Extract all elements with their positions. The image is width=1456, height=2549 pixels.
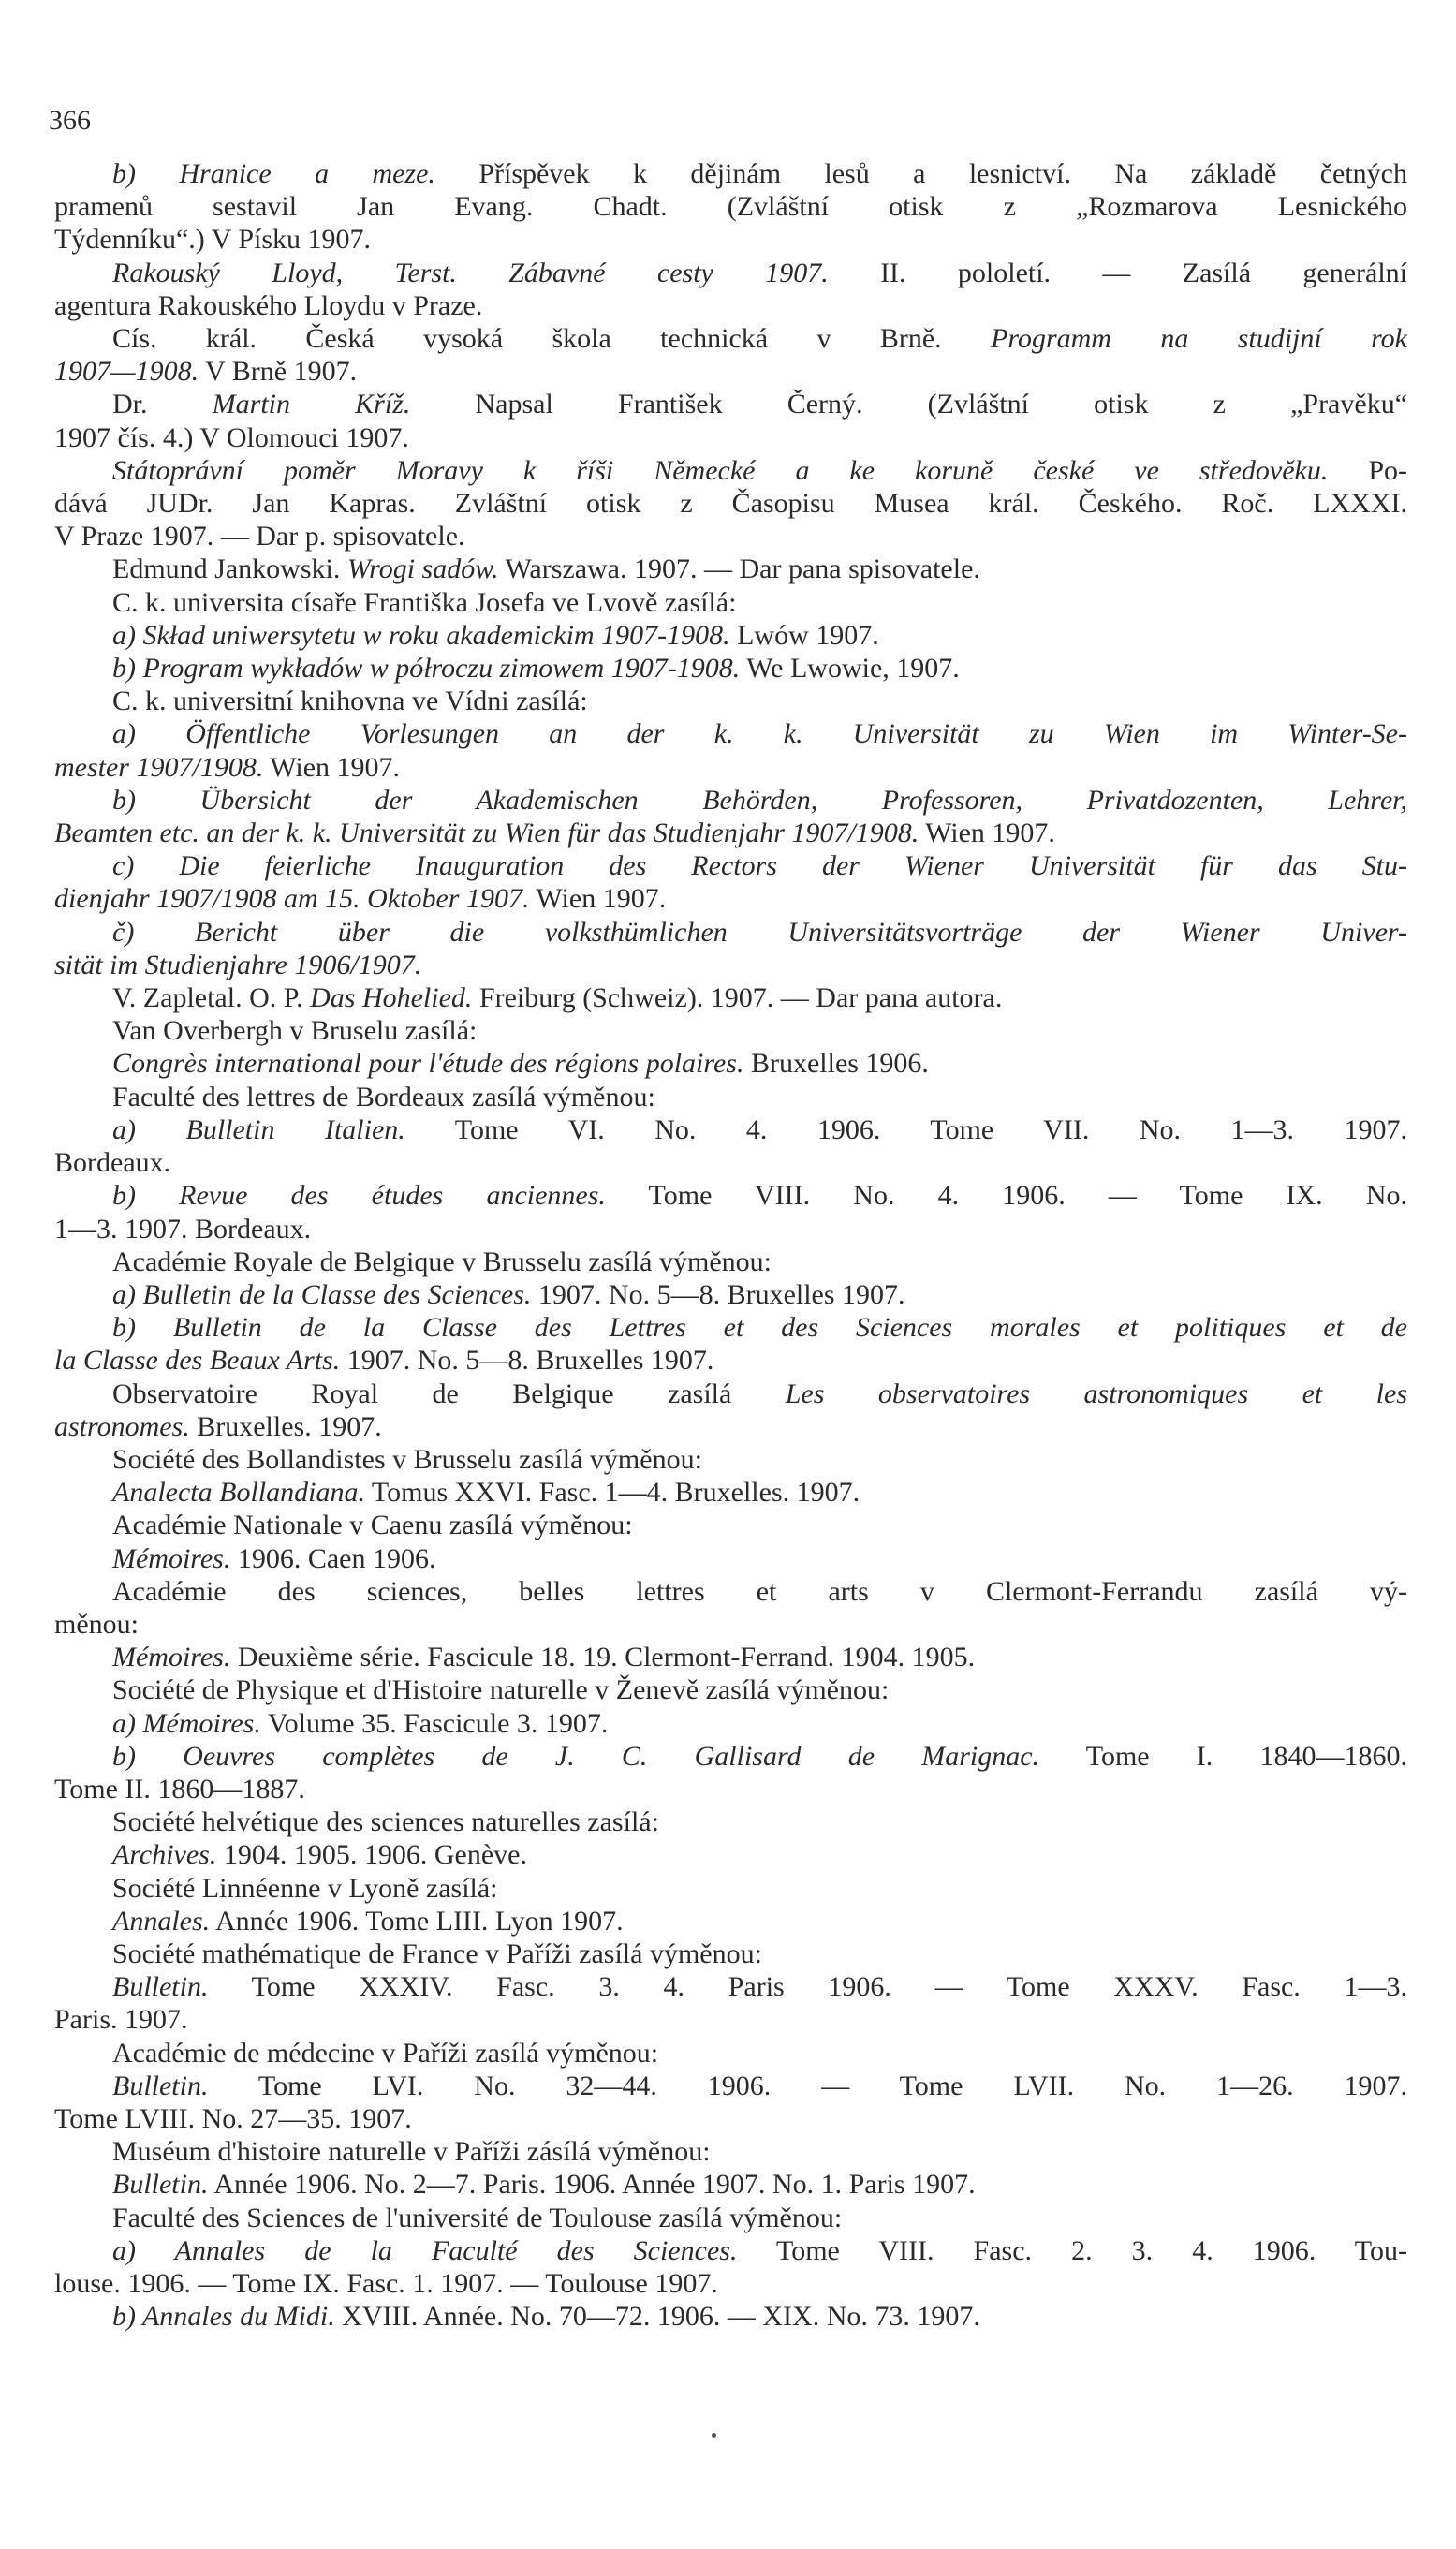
text-line [54,2003,1407,2036]
text-line [54,1641,1407,1673]
text-segment: 1904. 1905. 1906. Genève. [216,1839,527,1871]
bibliography-entry [54,1641,1407,1673]
italic-title-text: Congrès international pour l'étude des régions polaires. [112,1048,744,1080]
text-segment: Tome II. 1860—1887. [54,1773,305,1805]
italic-title-text: Státoprávní poměr Moravy k říši Německé a ke koruně české ve středověku. [112,454,1329,486]
text-segment: Příspěvek k dějinám lesů a lesnictví. Na základě četných [434,158,1407,189]
text-segment: Týdenníku“.) V Písku 1907. [54,224,372,256]
text-segment: Tome VIII. No. 4. 1906. — Tome IX. No. [605,1180,1407,1212]
text-segment: Wien 1907. [263,751,401,783]
text-line [54,1773,1407,1805]
text-line [54,1673,1407,1706]
bibliography-entry [54,2070,1407,2135]
text-line [54,1014,1407,1047]
text-segment: Dr. [112,389,213,420]
italic-title-text: mester 1907/1908. [54,751,264,783]
bibliography-entry [54,322,1407,388]
italic-title-text: 1907—1908. [54,356,199,388]
text-segment: Académie Royale de Belgique v Brusselu zasílá výměnou: [112,1245,772,1277]
italic-title-text: Martin Kříž. [212,389,411,420]
text-line [54,1542,1407,1575]
italic-title-text: b) Revue des études anciennes. [112,1180,606,1212]
text-line [54,1113,1407,1146]
text-segment: Tome VI. No. 4. 1906. Tome VII. No. 1—3. 1907. [404,1113,1407,1145]
bibliography-entry [54,1378,1407,1443]
text-line [54,1905,1407,1938]
text-segment: Volume 35. Fascicule 3. 1907. [260,1707,609,1739]
text-segment: Napsal František Černý. (Zvláštní otisk z „Pravěku“ [410,389,1408,420]
text-line [54,2300,1407,2333]
bibliography-entry [54,1542,1407,1575]
text-segment: Tome I. 1840—1860. [1039,1740,1407,1772]
bibliography-entry [54,2234,1407,2300]
text-segment: agentura Rakouského Lloydu v Praze. [54,289,483,321]
text-segment: Académie Nationale v Caenu zasílá výměnou: [112,1510,633,1541]
text-segment: Muséum d'histoire naturelle v Paříži zásílá výměnou: [112,2136,711,2168]
text-line [54,421,1407,454]
text-segment: Année 1906. Tome LIII. Lyon 1907. [210,1905,624,1937]
text-line [54,1410,1407,1443]
bibliography-entry [54,2037,1407,2070]
italic-title-text: Archives. [112,1839,217,1871]
bibliography-entry [54,2168,1407,2201]
text-segment: Bordeaux. [54,1147,171,1179]
text-line [54,1509,1407,1541]
text-line [54,190,1407,223]
text-line [54,1311,1407,1344]
text-segment: Paris. 1907. [54,2004,188,2036]
text-line [54,784,1407,817]
text-segment: Année 1906. No. 2—7. Paris. 1906. Année 1907. No. 1. Paris 1907. [208,2169,976,2201]
text-segment: V. Zapletal. O. P. [112,982,311,1014]
italic-title-text: Rakouský Lloyd, Terst. Zábavné cesty 1907. [112,257,829,288]
italic-title-text: b) Annales du Midi. [112,2301,335,2333]
bibliography-entry [54,2135,1407,2168]
italic-title-text: Mémoires. [112,1542,231,1574]
text-line [54,717,1407,750]
italic-title-text: dienjahr 1907/1908 am 15. Oktober 1907. [54,883,530,915]
bibliography-entry [54,1740,1407,1805]
text-line [54,1047,1407,1080]
italic-title-text: sität im Studienjahre 1906/1907. [54,949,422,980]
italic-title-text: Mémoires. [112,1642,231,1673]
text-line [54,1740,1407,1773]
bibliography-entry [54,1938,1407,1970]
text-segment: Société de Physique et d'Histoire naturelle v Ženevě zasílá výměnou: [112,1674,890,1706]
text-line [54,1378,1407,1410]
text-line [54,1081,1407,1113]
text-line [54,1970,1407,2003]
bibliography-entry [54,652,1407,685]
italic-title-text: Annales. [112,1905,211,1937]
text-segment: Observatoire Royal de Belgique zasílá [112,1378,786,1409]
italic-title-text: b) Bulletin de la Classe des Lettres et des Sciences morales et politiques et de [112,1312,1407,1344]
bibliography-entry [54,388,1407,453]
text-segment: pramenů sestavil Jan Evang. Chadt. (Zvláštní otisk z „Rozmarova Lesnického [54,191,1407,223]
text-line [54,981,1407,1014]
bibliography-entry [54,257,1407,322]
italic-title-text: Das Hohelied. [310,982,473,1014]
text-segment: Société des Bollandistes v Brusselu zasílá výměnou: [112,1443,702,1475]
text-line [54,257,1407,289]
bibliography-entry [54,619,1407,652]
page-number: 366 [49,105,91,136]
text-line [54,619,1407,652]
text-line [54,289,1407,322]
bibliography-entry [54,553,1407,585]
text-line [54,1344,1407,1377]
text-line [54,2202,1407,2234]
bibliography-entry [54,784,1407,849]
text-segment: Wien 1907. [529,883,667,915]
bibliography-entry [54,1707,1407,1740]
italic-title-text: a) Bulletin de la Classe des Sciences. [112,1278,532,1310]
text-line [54,1575,1407,1608]
italic-title-text: a) Mémoires. [112,1707,261,1739]
text-segment: Warszawa. 1907. — Dar pana spisovatele. [498,553,980,585]
text-segment: Tome LVI. No. 32—44. 1906. — Tome LVII. No. 1—26. 1907. [208,2070,1407,2101]
text-segment: C. k. universita císaře Františka Josefa ve Lvově zasílá: [112,586,737,618]
bibliography-entry [54,1081,1407,1113]
italic-title-text: č) Bericht über die volksthümlichen Universitätsvorträge der Wiener Univer- [112,916,1407,948]
text-line [54,882,1407,915]
text-segment: Wien 1907. [919,818,1055,849]
text-segment: Freiburg (Schweiz). 1907. — Dar pana autora. [472,982,1003,1014]
italic-title-text: Programm na studijní rok [991,323,1407,355]
bibliography-entry [54,586,1407,619]
text-segment: Faculté des Sciences de l'université de Toulouse zasílá výměnou: [112,2202,843,2233]
italic-title-text: Beamten etc. an der k. k. Universität zu Wien für das Studienjahr 1907/1908. [54,818,919,849]
bibliography-entry [54,1113,1407,1179]
text-line [54,2102,1407,2135]
italic-title-text: Bulletin. [112,2169,209,2201]
text-segment: C. k. universitní knihovna ve Vídni zasílá: [112,685,588,717]
text-segment: Deuxième série. Fascicule 18. 19. Clermont-Ferrand. 1904. 1905. [230,1642,976,1673]
ink-dot-mark [712,2433,716,2438]
text-segment: Bruxelles 1906. [743,1048,929,1080]
text-segment: 1907 čís. 4.) V Olomouci 1907. [54,421,409,453]
text-line [54,388,1407,420]
italic-title-text: a) Skład uniwersytetu w roku akademickim 1907-1908. [112,619,730,651]
text-line [54,2070,1407,2102]
bibliography-entry [54,2202,1407,2234]
text-segment: louse. 1906. — Tome IX. Fasc. 1. 1907. — Toulouse 1907. [54,2268,718,2299]
text-line [54,454,1407,487]
text-line [54,520,1407,553]
bibliography-entry [54,1872,1407,1905]
text-line [54,2234,1407,2267]
text-line [54,685,1407,717]
text-line [54,1707,1407,1740]
bibliography-entry [54,1509,1407,1541]
text-line [54,1608,1407,1641]
text-segment: Edmund Jankowski. [112,553,347,585]
text-segment: Van Overbergh v Bruselu zasílá: [112,1015,478,1047]
text-segment: 1906. Caen 1906. [230,1542,436,1574]
bibliography-entry [54,1970,1407,2036]
text-line [54,487,1407,520]
bibliography-entry [54,1014,1407,1047]
text-line [54,1872,1407,1905]
italic-title-text: la Classe des Beaux Arts. [54,1345,341,1377]
text-segment: Cís. král. Česká vysoká škola technická v Brně. [112,323,992,355]
italic-title-text: b) Oeuvres complètes de J. C. Gallisard de Marignac. [112,1740,1040,1772]
text-segment: 1—3. 1907. Bordeaux. [54,1213,312,1245]
text-segment: II. pololetí. — Zasílá generální [828,257,1407,288]
text-segment: Tome XXXIV. Fasc. 3. 4. Paris 1906. — Tome XXXV. Fasc. 1—3. [208,1971,1407,2003]
text-segment: 1907. No. 5—8. Bruxelles 1907. [531,1278,905,1310]
text-line [54,1443,1407,1476]
text-segment: Tome VIII. Fasc. 2. 3. 4. 1906. Tou- [737,2234,1407,2266]
italic-title-text: Analecta Bollandiana. [112,1477,365,1509]
text-segment: We Lwowie, 1907. [740,653,960,685]
bibliography-entry [54,685,1407,717]
text-line [54,586,1407,619]
text-line [54,652,1407,685]
italic-title-text: astronomes. [54,1410,190,1442]
text-segment: 1907. No. 5—8. Bruxelles 1907. [340,1345,714,1377]
text-line [54,1805,1407,1838]
text-segment: V Praze 1907. — Dar p. spisovatele. [54,521,465,553]
text-line [54,849,1407,882]
italic-title-text: a) Öffentliche Vorlesungen an der k. k. Universität zu Wien im Winter-Se- [112,718,1407,750]
text-segment: dává JUDr. Jan Kapras. Zvláštní otisk z Časopisu Musea král. Českého. Roč. LXXXI. [54,488,1407,520]
text-line [54,1938,1407,1970]
text-line [54,157,1407,190]
text-segment: Académie de médecine v Paříži zasílá výměnou: [112,2037,659,2069]
text-line [54,2135,1407,2168]
text-line [54,916,1407,949]
italic-title-text: Les observatoires astronomiques et les [785,1378,1408,1409]
bibliography-entry [54,454,1407,553]
text-segment: Société helvétique des sciences naturelles zasílá: [112,1806,659,1838]
text-segment: Lwów 1907. [729,619,879,651]
bibliography-entry [54,1575,1407,1641]
text-line [54,817,1407,849]
text-line [54,2168,1407,2201]
text-line [54,553,1407,585]
text-line [54,1476,1407,1509]
text-segment: Faculté des lettres de Bordeaux zasílá výměnou: [112,1081,655,1112]
text-segment: Académie des sciences, belles lettres et arts v Clermont-Ferrandu zasílá vý- [112,1575,1407,1607]
bibliography-entry [54,1805,1407,1838]
bibliography-entry [54,981,1407,1014]
bibliography-entry [54,1311,1407,1377]
text-line [54,2037,1407,2070]
italic-title-text: Bulletin. [112,1971,209,2003]
text-line [54,1838,1407,1871]
italic-title-text: Bulletin. [112,2070,209,2101]
text-segment: měnou: [54,1608,139,1640]
text-segment: Bruxelles. 1907. [189,1410,382,1442]
italic-title-text: a) Bulletin Italien. [112,1113,405,1145]
text-line [54,223,1407,256]
text-line [54,1179,1407,1212]
text-line [54,1146,1407,1179]
bibliography-entry [54,1905,1407,1938]
text-line [54,949,1407,981]
italic-title-text: b) Hranice a meze. [112,158,435,189]
bibliography-entry [54,717,1407,783]
bibliography-entry [54,2300,1407,2333]
text-line [54,1213,1407,1245]
bibliography-entry [54,157,1407,257]
bibliography-entry [54,1443,1407,1476]
italic-title-text: b) Program wykładów w półroczu zimowem 1907-1908. [112,653,741,685]
text-line [54,1278,1407,1311]
text-line [54,355,1407,388]
text-segment: V Brně 1907. [199,356,358,388]
bibliography-entry [54,1838,1407,1871]
bibliography-entry [54,849,1407,915]
text-segment: Société mathématique de France v Paříži zasílá výměnou: [112,1938,762,1969]
text-line [54,2267,1407,2300]
text-line [54,322,1407,355]
bibliography-entry [54,1179,1407,1245]
document-body [54,157,1407,2333]
text-segment: Tomus XXVI. Fasc. 1—4. Bruxelles. 1907. [364,1477,860,1509]
text-segment: Société Linnéenne v Lyoně zasílá: [112,1872,498,1904]
bibliography-entry [54,1245,1407,1278]
bibliography-entry [54,1047,1407,1080]
italic-title-text: c) Die feierliche Inauguration des Rectors der Wiener Universität für das Stu- [112,850,1407,882]
bibliography-entry [54,1278,1407,1311]
bibliography-entry [54,1476,1407,1509]
bibliography-entry [54,916,1407,981]
text-segment: Po- [1328,454,1407,486]
text-segment: XVIII. Année. No. 70—72. 1906. — XIX. No. 73. 1907. [334,2301,980,2333]
text-line [54,1245,1407,1278]
italic-title-text: b) Übersicht der Akademischen Behörden, Professoren, Privatdozenten, Lehrer, [112,784,1407,816]
italic-title-text: a) Annales de la Faculté des Sciences. [112,2234,738,2266]
bibliography-entry [54,1673,1407,1706]
text-segment: Tome LVIII. No. 27—35. 1907. [54,2102,412,2134]
italic-title-text: Wrogi sadów. [346,553,499,585]
text-line [54,751,1407,784]
